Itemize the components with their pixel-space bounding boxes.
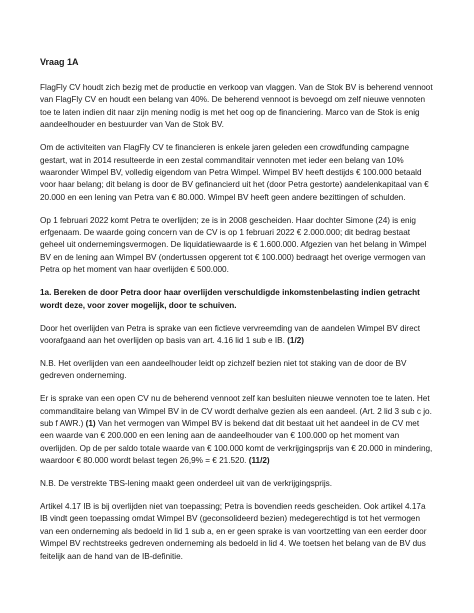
answer-paragraph-2	[40, 393, 434, 467]
question-1a: 1a. Bereken de door Petra door haar overlijden verschuldigde inkomstenbelasting indien getracht wordt deze, voor zover mogelijk, door te schuiven.	[40, 288, 420, 310]
score-mark: (11/2)	[248, 456, 270, 466]
note-paragraph-1: N.B. Het overlijden van een aandeelhouder leidt op zichzelf bezien niet tot staking van de door de BV gedreven onderneming.	[40, 358, 407, 381]
note-paragraph-2: N.B. De verstrekte TBS-lening maakt geen onderdeel uit van de verkrijgingsprijs.	[40, 479, 333, 489]
score-mark: (1/2)	[287, 335, 305, 345]
section-heading: Vraag 1A	[40, 57, 79, 67]
answer-text: Door het overlijden van Petra is sprake van een fictieve vervreemding van de aandelen Wimpel BV direct voorafgaand aan het overlijden op basis van art. 4.16 lid 1 sub e IB.	[40, 323, 421, 345]
answer-paragraph-3: Artikel 4.17 IB is bij overlijden niet van toepassing; Petra is bovendien reeds gescheiden. Ook artikel 4.17a IB vindt geen toepassing omdat Wimpel BV (geconsolideerd bezien) medegerechtigd is tot het vermogen van een onderneming als bedoeld in lid 1 sub a, en er geen sprake is van voortzetting van een eerder door Wimpel BV rechtstreeks gedreven onderneming als bedoeld in lid 4. We toetsen het belang van de BV dus feitelijk aan de hand van de IB-definitie.	[40, 501, 427, 561]
paragraph-intro: FlagFly CV houdt zich bezig met de productie en verkoop van vlaggen. Van de Stok BV is beherend vennoot van FlagFly CV en houdt een belang van 40%. De beherend vennoot is bevoegd om zelf nieuwe vennoten toe te laten indien dit naar zijn mening nodig is met het oog op de financiering. Marco van de Stok is enig aandeelhouder en bestuurder van Van de Stok BV.	[40, 83, 433, 130]
answer-text: Van het vermogen van Wimpel BV is bekend dat dit bestaat uit het aandeel in de CV met een waarde van € 200.000 en een lening aan de aandeelhouder van € 100.000 op het moment van overlijden. Op de per saldo totale waarde van € 100.000 komt de verkrijgingsprijs van € 20.000 in mindering, waardoor € 80.000 wordt belast tegen 26,9% = € 21.520.	[40, 418, 433, 466]
answer-paragraph-1	[40, 323, 434, 348]
paragraph-death: Op 1 februari 2022 komt Petra te overlijden; ze is in 2008 gescheiden. Haar dochter Simone (24) is enig erfgenaam. De waarde going concern van de CV is op 1 februari 2022 € 2.000.000; dit bedrag bestaat geheel uit ondernemingsvermogen. De liquidatiewaarde is € 1.600.000. Afgezien van het belang in Wimpel BV en de lening aan Wimpel BV (ondertussen opgerent tot € 100.000) bedraagt het overige vermogen van Petra op het moment van haar overlijden € 500.000.	[40, 215, 427, 275]
score-mark: (1)	[85, 418, 96, 428]
answer-text: Er is sprake van een open CV nu de beherend vennoot zelf kan besluiten nieuwe vennoten toe te laten. Het commanditaire belang van Wimpel BV in de CV wordt derhalve gezien als een aandeel. (Art. 2 lid 3 sub c jo. sub f AWR.)	[40, 394, 432, 428]
paragraph-crowdfunding: Om de activiteiten van FlagFly CV te financieren is enkele jaren geleden een crowdfunding campagne gestart, wat in 2014 resulteerde in een zestal commanditair vennoten met ieder een belang van 10% waaronder Wimpel BV, volledig eigendom van Petra Wimpel. Wimpel BV heeft destijds € 100.000 betaald voor haar belang; dit belang is door de BV gefinancierd uit het (door Petra gestorte) aandelenkapitaal van € 20.000 en een lening van Petra van € 80.000. Wimpel BV heeft geen andere bezittingen of schulden.	[40, 143, 429, 202]
